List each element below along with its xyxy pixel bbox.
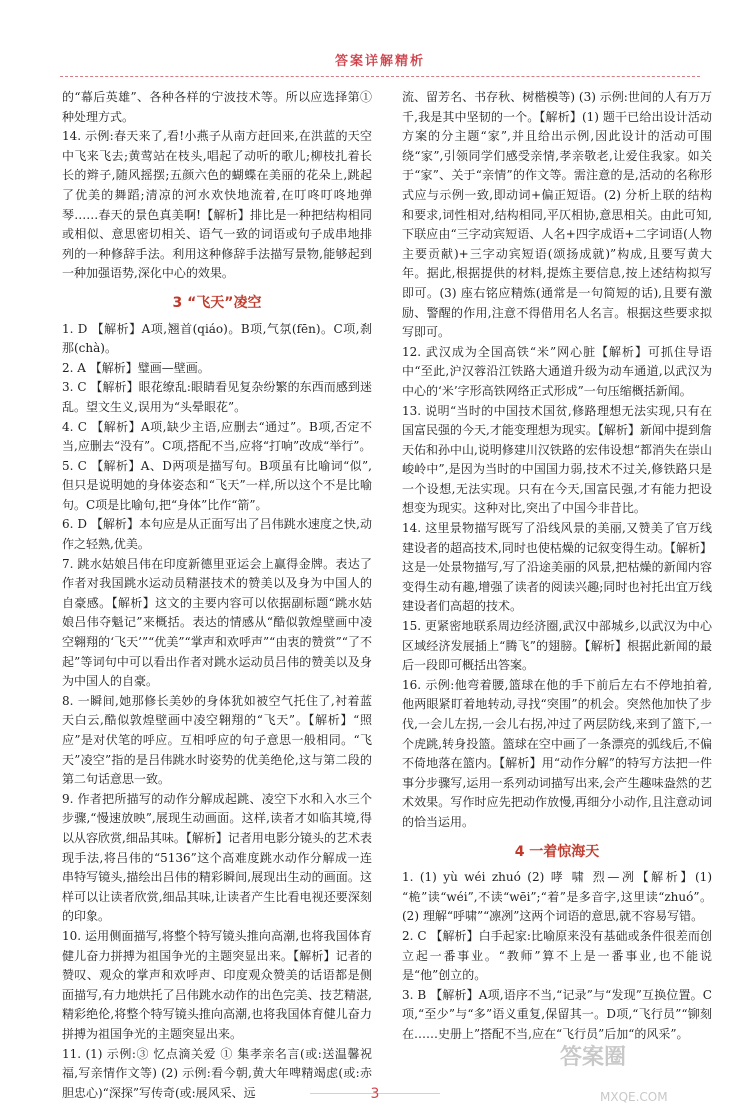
answer-paragraph: 11. (1) 示例:③ 忆点滴关爱 ① 集孝亲名言(或:送温馨祝福,写亲情作文等) (2) 示例:看今朝,黄大年啤精竭虑(或:赤胆忠心)“深探”写传奇(或:展风采、远 xyxy=(62,1046,372,1100)
answer-paragraph: 1. (1) yù wéi zhuó (2) 哮 啸 烈—冽【解析】(1) “桅”读“wéi”,不读“wēi”;“着”是多音字,这里读“zhuó”。(2) 理解“呼啸”“凛冽”这两个词语的意思,就不容易写错。 xyxy=(402,870,712,924)
section-heading: 4 一着惊海天 xyxy=(514,843,600,860)
section-heading: 3 “飞天”凌空 xyxy=(172,294,262,311)
answer-paragraph: 3. B 【解析】A项,语序不当,“记录”与“发现”互换位置。C项,“至少”与“多”语义重复,保留其一。D项,“飞行员”“铆刻在……史册上”搭配不当,应在“飞行员”后加“的风采”。 xyxy=(402,987,712,1041)
answer-paragraph: 的“幕后英雄”、各种各样的宁波技术等。所以应选择第①种处理方式。 xyxy=(62,90,372,124)
answer-paragraph: 3. C 【解析】眼花缭乱:眼睛看见复杂纷繁的东西而感到迷乱。望文生义,误用为“头晕眼花”。 xyxy=(62,380,372,414)
page-number-box xyxy=(344,1083,406,1103)
answer-paragraph: 5. C 【解析】A、D两项是描写句。B项虽有比喻词“似”,但只是说明她的身体姿态和“飞天”一样,所以这个不是比喻句。C项是比喻句,把“身体”比作“箭”。 xyxy=(62,458,372,512)
answer-paragraph: 13. 说明“当时的中国技术国贫,修路理想无法实现,只有在国富民强的今天,才能变理想为现实。【解析】新闻中提到詹天佑和孙中山,说明修建川汉铁路的宏伟设想“都消失在崇山峻岭中”,是因为当时的中国国力弱,技术不过关,修铁路只是一个设想,无法实现。只有在今天,国富民强,才有能力把设想变为现实。这种对比,突出了中国今非昔比。 xyxy=(402,403,712,516)
answer-paragraph: 16. 示例:他弯着腰,篮球在他的手下前后左右不停地拍着,他两眼紧盯着地转动,寻找“突围”的机会。突然他加快了步伐,一会儿左拐,一会儿右拐,冲过了两层防线,来到了篮下,一个虎跳,转身投篮。篮球在空中画了一条漂亮的弧线后,不偏不倚地落在篮内。【解析】用“动作分解”的特写方法把一件事分步骤写,运用一系列动词描写出来,会产生趣味盎然的艺术效果。写作时应先把动作放慢,再细分小动作,且注意动词的恰当运用。 xyxy=(402,677,712,829)
watermark-logo: 答案圈 xyxy=(560,1045,627,1070)
watermark-url: MXQE.COM xyxy=(600,1090,668,1104)
answer-paragraph: 6. D 【解析】本句应是从正面写出了吕伟跳水速度之快,动作之轻熟,优美。 xyxy=(62,517,372,552)
answer-paragraph: 9. 作者把所描写的动作分解成起跳、凌空下水和入水三个步骤,“慢速放映”,展现生动画面。这样,读者才如临其境,得以从容欣赏,细品其味。【解析】记者用电影分镜头的艺术表现手法,将吕伟的“5136”这个高难度跳水动作分解成一连串特写镜头,描绘出吕伟的精彩瞬间,展现出生动的画面。这样可以让读者欣赏,细品其味,让读者产生比看电视还要深刻的印象。 xyxy=(62,791,372,924)
answer-paragraph: 8. 一瞬间,她那修长美妙的身体犹如被空气托住了,衬着蓝天白云,酷似敦煌壁画中凌空翱翔的“飞天”。【解析】“照应”是对伏笔的呼应。互相呼应的句子意思一般相同。“飞天”凌空”指的是吕伟跳水时姿势的优美绝伦,这与第二段的第二句话意思一致。 xyxy=(62,693,372,787)
answer-paragraph: 2. A 【解析】璧画—壁画。 xyxy=(62,360,210,375)
answer-paragraph: 12. 武汉成为全国高铁“米”网心脏【解析】可抓住导语中“至此,沪汉蓉沿江铁路大通道升级为动车通道,以武汉为中心的‘米’字形高铁网络正式形成”一句压缩概括新闻。 xyxy=(402,344,712,398)
answer-paragraph: 10. 运用侧面描写,将整个特写镜头推向高潮,也将我国体育健儿奋力拼搏为祖国争光的主题突显出来。【解析】记者的赞叹、观众的掌声和欢呼声、印度观众赞美的话语都是侧面描写,有力地烘托了吕伟跳水动作的出色完美、技艺精湛,精彩绝伦,将整个特写镜头推向高潮,也将我国体育健儿奋力拼搏为祖国争光的主题突显出来。 xyxy=(62,928,372,1041)
answer-paragraph: 2. C 【解析】白手起家:比喻原来没有基础或条件很差而创立起一番事业。“教师”算不上是一番事业,也不能说是“他”创立的。 xyxy=(402,928,712,983)
answer-paragraph: 7. 跳水姑娘吕伟在印度新德里亚运会上赢得金牌。表达了作者对我国跳水运动员精湛技术的赞美以及身为中国人的自豪感。【解析】这文的主要内容可以依据副标题“跳水姑娘吕伟夺魁记”来概括。表达的情感从“酷似敦煌壁画中凌空翱翔的‘飞天’”“优美”“掌声和欢呼声”“由衷的赞赏”“了不起”等词句中可以看出作者对跳水运动员吕伟的赞美以及身为中国人的自豪。 xyxy=(62,556,372,689)
page-header-title: 答案详解精析 xyxy=(334,54,425,69)
left-column xyxy=(62,88,372,1103)
answer-paragraph: 14. 示例:春天来了,看!小燕子从南方赶回来,在洪蓝的天空中飞来飞去;黄莺站在枝头,唱起了动听的歌儿;柳枝扎着长长的辫子,随风摇摆;五颜六色的蝴蝶在美丽的花朵上,跳起了优美的舞蹈;清凉的河水欢快地流着,在叮咚叮咚地弹琴……春天的景色真美啊!【解析】排比是一种把结构相同或相似、意思密切相关、语气一致的词语或句子成串地排列的一种修辞手法。利用这种修辞手法描写景物,能够起到一种加强语势,深化中心的效果。 xyxy=(62,129,372,281)
answer-paragraph: 14. 这里景物描写既写了沿线风景的美丽,又赞美了官万线建设者的超高技术,同时也使枯燥的记叙变得生动。【解析】这是一处景物描写,写了沿途美丽的风景,把枯燥的新闻内容变得生动有趣,增强了读者的阅读兴趣;同时也衬托出宜万线建设者们高超的技术。 xyxy=(402,521,712,614)
answer-paragraph: 流、留芳名、书存秋、树楷模等) (3) 示例:世间的人有万万千,我是其中坚韧的一个。【解析】(1) 题干已给出设计活动方案的分主题“家”,并且给出示例,因此设计的活动可围绕“家”,引领同学们感受亲情,孝亲敬老,让爱住我家。如关于“家”、关于“亲情”的作文等。需注意的是,活动的名称形式应与示例一致,即动词+偏正短语。(2) 分析上联的结构和要求,词性相对,结构相同,平仄相协,意思相关。由此可知,下联应由“三字动宾短语、人名+四字成语+二字词语(人物主要贡献)+三字动宾短语(颂扬成就)”构成,且要写黄大年。据此,根据提供的材料,提炼主要信息,按上述结构拟写即可。(3) 座右铭应精炼(通常是一句简短的话),且要有激励、警醒的作用,注意不得借用名人名言。根据这些要求拟写即可。 xyxy=(402,90,712,340)
answer-paragraph: 15. 更紧密地联系周边经济圈,武汉中部城乡,以武汉为中心区域经济发展插上“腾飞”的翅膀。【解析】根据此新闻的最后一段即可概括出答案。 xyxy=(402,619,712,673)
answer-paragraph: 4. C 【解析】A项,缺少主语,应删去“通过”。B项,否定不当,应删去“没有”。C项,搭配不当,应将“打响”改成“举行”。 xyxy=(62,419,372,454)
answer-paragraph: 1. D 【解析】A项,翘首(qiáo)。B项,气氛(fēn)。C项,刹那(chà)。 xyxy=(62,321,372,356)
header-divider xyxy=(60,76,700,77)
page-number: 3 xyxy=(370,1086,380,1102)
right-column xyxy=(402,88,712,1045)
